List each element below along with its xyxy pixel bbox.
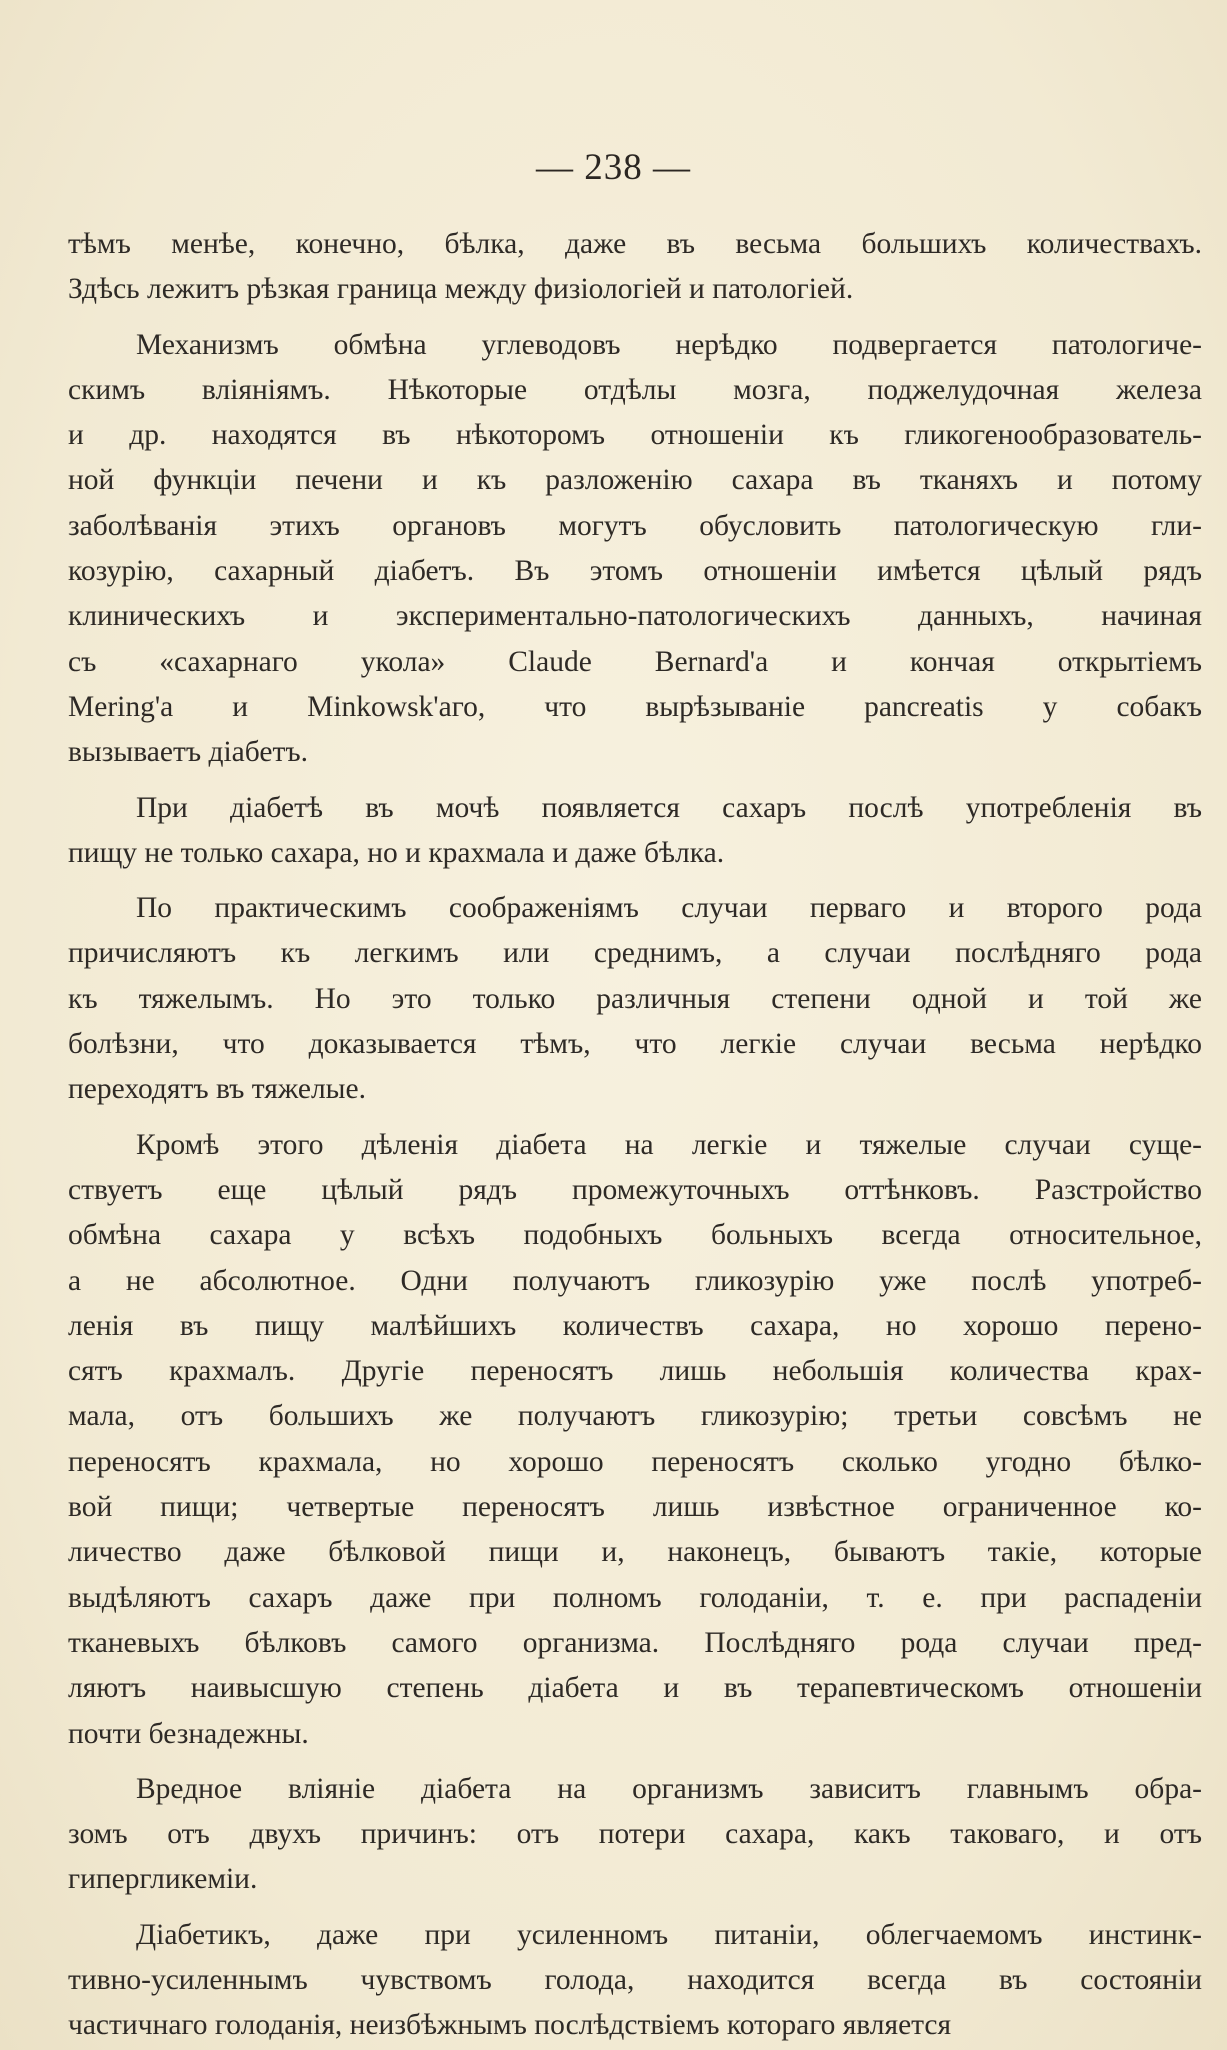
text-line: Кромѣ этого дѣленiя дiабета на легкiе и тяжелые случаи суще- bbox=[136, 1128, 1202, 1161]
paragraph bbox=[68, 1913, 1202, 2049]
text-line: причисляютъ къ легкимъ или среднимъ, а случаи послѣдняго рода bbox=[68, 937, 1202, 970]
text-line: съ «сахарнаго укола» Claude Bernard'а и кончая открытiемъ bbox=[68, 645, 1202, 678]
text-line: Механизмъ обмѣна углеводовъ нерѣдко подвергается патологиче- bbox=[136, 328, 1202, 361]
text-line: частичнаго голоданiя, неизбѣжнымъ послѣдствiемъ котораго является bbox=[68, 2009, 952, 2042]
text-line: тивно-усиленнымъ чувствомъ голода, находится всегда въ состоянiи bbox=[68, 1963, 1202, 1996]
paragraph bbox=[68, 222, 1202, 313]
text-line: Дiабетикъ, даже при усиленномъ питанiи, облегчаемомъ инстинк- bbox=[136, 1918, 1202, 1951]
text-line: личество даже бѣлковой пищи и, наконецъ, бываютъ такiе, которые bbox=[68, 1536, 1202, 1569]
paragraph-gap bbox=[68, 1113, 1202, 1123]
text-line: зомъ отъ двухъ причинъ: отъ потери сахара, какъ таковаго, и отъ bbox=[68, 1818, 1202, 1851]
text-line: По практическимъ соображенiямъ случаи перваго и второго рода bbox=[136, 892, 1202, 925]
body-text bbox=[68, 222, 1202, 2049]
text-line: мала, отъ большихъ же получаютъ гликозурiю; третьи совсѣмъ не bbox=[68, 1400, 1202, 1433]
text-line: ствуетъ еще цѣлый рядъ промежуточныхъ оттѣнковъ. Разстройство bbox=[68, 1173, 1202, 1206]
paragraph-gap bbox=[68, 876, 1202, 886]
text-line: тѣмъ менѣе, конечно, бѣлка, даже въ весьма большихъ количествахъ. bbox=[68, 228, 1202, 260]
text-line: болѣзни, что доказывается тѣмъ, что легкiе случаи весьма нерѣдко bbox=[68, 1028, 1202, 1061]
paragraph-gap bbox=[68, 1903, 1202, 1913]
page-number: — 238 — bbox=[536, 147, 691, 188]
text-line: скимъ влiянiямъ. Нѣкоторые отдѣлы мозга, поджелудочная железа bbox=[68, 373, 1202, 406]
text-line: козурiю, сахарный дiабетъ. Въ этомъ отношенiи имѣется цѣлый рядъ bbox=[68, 555, 1202, 588]
text-line: Здѣсь лежитъ рѣзкая граница между физiологiей и патологiей. bbox=[68, 273, 854, 306]
paragraph-gap bbox=[68, 776, 1202, 786]
text-line: клиническихъ и экспериментально-патологическихъ данныхъ, начиная bbox=[68, 600, 1202, 633]
text-line: переносятъ крахмала, но хорошо переносятъ сколько угодно бѣлко- bbox=[68, 1445, 1202, 1478]
text-line: При дiабетѣ въ мочѣ появляется сахаръ послѣ употребленiя въ bbox=[136, 791, 1202, 824]
text-line: ляютъ наивысшую степень дiабета и въ терапевтическомъ отношенiи bbox=[68, 1672, 1202, 1705]
text-line: Mering'а и Minkowsk'аго, что вырѣзыванiе pancreatis у собакъ bbox=[68, 690, 1202, 723]
text-line: выдѣляютъ сахаръ даже при полномъ голоданiи, т. е. при распаденiи bbox=[68, 1581, 1202, 1614]
paragraph bbox=[68, 786, 1202, 877]
text-line: сятъ крахмалъ. Другiе переносятъ лишь небольшiя количества крах- bbox=[68, 1355, 1202, 1388]
text-line: ной функцiи печени и къ разложенiю сахара въ тканяхъ и потому bbox=[68, 464, 1202, 497]
text-line: почти безнадежны. bbox=[68, 1717, 309, 1750]
paragraph bbox=[68, 1123, 1202, 1757]
paragraph bbox=[68, 323, 1202, 776]
text-line: къ тяжелымъ. Но это только различныя степени одной и той же bbox=[68, 982, 1202, 1015]
text-line: вызываетъ дiабетъ. bbox=[68, 736, 309, 769]
paragraph bbox=[68, 1767, 1202, 1903]
text-line: Вредное влiянiе дiабета на организмъ зависитъ главнымъ обра- bbox=[136, 1772, 1202, 1805]
paragraph bbox=[68, 886, 1202, 1112]
text-line: гипергликемiи. bbox=[68, 1863, 258, 1896]
text-line: переходятъ въ тяжелые. bbox=[68, 1073, 366, 1106]
text-line: вой пищи; четвертые переносятъ лишь извѣстное ограниченное ко- bbox=[68, 1491, 1202, 1524]
text-line: пищу не только сахара, но и крахмала и даже бѣлка. bbox=[68, 836, 725, 869]
text-line: заболѣванiя этихъ органовъ могутъ обусловить патологическую гли- bbox=[68, 509, 1202, 542]
paragraph-gap bbox=[68, 313, 1202, 323]
text-line: обмѣна сахара у всѣхъ подобныхъ больныхъ всегда относительное, bbox=[68, 1219, 1202, 1252]
paragraph-gap bbox=[68, 1757, 1202, 1767]
text-line: и др. находятся въ нѣкоторомъ отношенiи къ гликогенообразователь- bbox=[68, 419, 1202, 452]
text-line: тканевыхъ бѣлковъ самого организма. Послѣдняго рода случаи пред- bbox=[68, 1626, 1202, 1659]
text-line: ленiя въ пищу малѣйшихъ количествъ сахара, но хорошо перено- bbox=[68, 1309, 1202, 1342]
text-line: а не абсолютное. Одни получаютъ гликозурiю уже послѣ употреб- bbox=[68, 1264, 1202, 1297]
